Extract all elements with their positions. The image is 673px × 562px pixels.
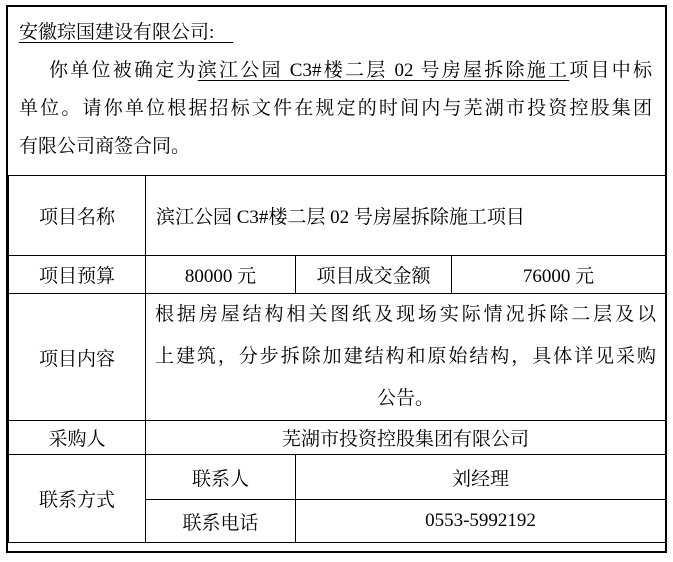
notice-paragraph xyxy=(8,7,665,175)
budget-value: 80000 元 xyxy=(146,256,296,294)
project-name-label: 项目名称 xyxy=(9,176,146,256)
content-line-1: 根据房屋结构相关图纸及现场实际情况拆除二层及以 xyxy=(155,304,657,325)
table-row-purchaser xyxy=(9,421,666,455)
contact-phone-label: 联系电话 xyxy=(146,500,296,543)
notice-document xyxy=(6,5,667,553)
project-info-table xyxy=(8,175,666,543)
notice-text-post: 项目中标 xyxy=(569,60,652,81)
recipient-company-name: 安徽琮国建设有限公司: xyxy=(19,22,234,43)
table-row-project-name xyxy=(9,176,666,256)
deal-amount-label: 项目成交金额 xyxy=(296,256,452,294)
recipient-salutation xyxy=(19,14,652,52)
content-label: 项目内容 xyxy=(9,294,146,421)
notice-text-pre: 你单位被确定为 xyxy=(49,60,198,81)
content-value xyxy=(146,294,666,421)
table-row-contact-person xyxy=(9,455,666,500)
table-row-content xyxy=(9,294,666,421)
contact-person-label: 联系人 xyxy=(146,455,296,500)
contact-label: 联系方式 xyxy=(9,455,146,543)
project-name-value: 滨江公园 C3#楼二层 02 号房屋拆除施工项目 xyxy=(146,176,666,256)
table-row-budget xyxy=(9,256,666,294)
purchaser-value: 芜湖市投资控股集团有限公司 xyxy=(146,421,666,455)
content-line-2: 上建筑，分步拆除加建结构和原始结构，具体详见采购 xyxy=(155,346,657,367)
purchaser-label: 采购人 xyxy=(9,421,146,455)
content-line-3: 公告。 xyxy=(377,388,435,409)
contact-person-value: 刘经理 xyxy=(296,455,666,500)
contact-phone-value: 0553-5992192 xyxy=(296,500,666,543)
deal-amount-value: 76000 元 xyxy=(452,256,666,294)
project-name-underlined: 滨江公园 C3#楼二层 02 号房屋拆除施工 xyxy=(197,60,570,81)
notice-body-line-3: 有限公司商签合同。 xyxy=(19,136,191,157)
notice-body-line-1 xyxy=(19,52,652,90)
budget-label: 项目预算 xyxy=(9,256,146,294)
notice-body-line-2: 单位。请你单位根据招标文件在规定的时间内与芜湖市投资控股集团 xyxy=(19,98,652,119)
